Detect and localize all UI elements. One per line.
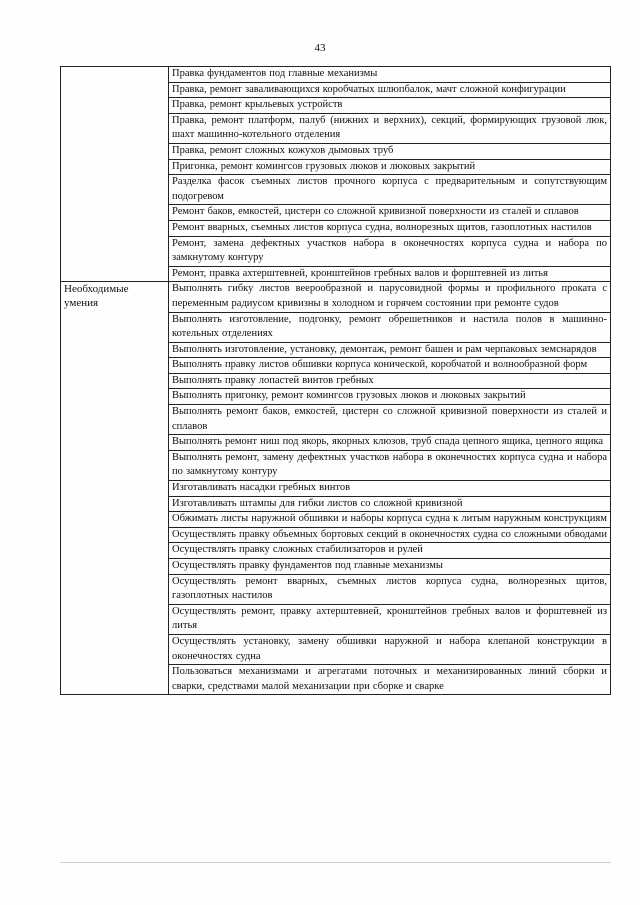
page-number: 43 bbox=[314, 42, 326, 54]
table-cell: Разделка фасок съемных листов прочного корпуса с предварительным и сопутствующим подогревом bbox=[169, 175, 611, 205]
section-label: Необходимые умения bbox=[61, 282, 169, 695]
table-cell: Выполнять правку лопастей винтов гребных bbox=[169, 373, 611, 389]
table-cell: Ремонт, правка ахтерштевней, кронштейнов гребных валов и форштевней из литья bbox=[169, 266, 611, 282]
table-cell: Осуществлять правку объемных бортовых секций в оконечностях судна со сложными обводами bbox=[169, 527, 611, 543]
table-cell: Ремонт, замена дефектных участков набора в оконечностях корпуса судна и набора по замкнутому контуру bbox=[169, 236, 611, 266]
table-cell: Осуществлять установку, замену обшивки наружной и набора клепаной конструкции в оконечностях судна bbox=[169, 634, 611, 664]
table-cell: Правка, ремонт заваливающихся коробчатых шлюпбалок, мачт сложной конфигурации bbox=[169, 82, 611, 98]
table-row bbox=[61, 67, 611, 83]
table-cell: Выполнять ремонт баков, емкостей, цистерн со сложной кривизной поверхности из сталей и сплавов bbox=[169, 405, 611, 435]
table-cell: Осуществлять правку сложных стабилизаторов и рулей bbox=[169, 543, 611, 559]
table-cell: Выполнять пригонку, ремонт комингсов грузовых люков и люковых закрытий bbox=[169, 389, 611, 405]
table-cell: Изготавливать насадки гребных винтов bbox=[169, 481, 611, 497]
table-cell: Пользоваться механизмами и агрегатами поточных и механизированных линий сборки и сварки, средствами малой механизации при сборке и сварке bbox=[169, 665, 611, 695]
table-cell: Правка фундаментов под главные механизмы bbox=[169, 67, 611, 83]
page-bottom-rule bbox=[60, 862, 611, 863]
table-cell: Выполнять гибку листов веерообразной и парусовидной формы и профильного проката с переменным радиусом кривизны в холодном и горячем состоянии при ремонте судов bbox=[169, 282, 611, 312]
table-cell: Выполнять изготовление, подгонку, ремонт обрешетников и настила полов в машинно-котельных отделениях bbox=[169, 312, 611, 342]
requirements-table bbox=[60, 66, 611, 695]
table-cell: Выполнять правку листов обшивки корпуса конической, коробчатой и волнообразной форм bbox=[169, 358, 611, 374]
table-cell: Выполнять ремонт ниш под якорь, якорных клюзов, труб спада цепного ящика, цепного ящика bbox=[169, 435, 611, 451]
table-cell: Осуществлять ремонт вварных, съемных листов корпуса судна, волнорезных щитов, газоплотных настилов bbox=[169, 574, 611, 604]
table-cell: Правка, ремонт платформ, палуб (нижних и верхних), секций, формирующих грузовой люк, шахт машинно-котельного отделения bbox=[169, 113, 611, 143]
table-cell: Правка, ремонт сложных кожухов дымовых труб bbox=[169, 143, 611, 159]
table-cell: Ремонт баков, емкостей, цистерн со сложной кривизной поверхности из сталей и сплавов bbox=[169, 205, 611, 221]
table-row bbox=[61, 282, 611, 312]
table-cell: Пригонка, ремонт комингсов грузовых люков и люковых закрытий bbox=[169, 159, 611, 175]
empty-label-cell bbox=[61, 67, 169, 282]
table-cell: Изготавливать штампы для гибки листов со сложной кривизной bbox=[169, 496, 611, 512]
table-cell: Осуществлять правку фундаментов под главные механизмы bbox=[169, 559, 611, 575]
table-cell: Осуществлять ремонт, правку ахтерштевней, кронштейнов гребных валов и форштевней из литья bbox=[169, 604, 611, 634]
table-cell: Ремонт вварных, съемных листов корпуса судна, волнорезных щитов, газоплотных настилов bbox=[169, 220, 611, 236]
table-cell: Выполнять ремонт, замену дефектных участков набора в оконечностях корпуса судна и набора по замкнутому контуру bbox=[169, 450, 611, 480]
table-cell: Выполнять изготовление, установку, демонтаж, ремонт башен и рам черпаковых земснарядов bbox=[169, 342, 611, 358]
table-cell: Правка, ремонт крыльевых устройств bbox=[169, 98, 611, 114]
table-cell: Обжимать листы наружной обшивки и наборы корпуса судна к литым наружным конструкциям bbox=[169, 512, 611, 528]
